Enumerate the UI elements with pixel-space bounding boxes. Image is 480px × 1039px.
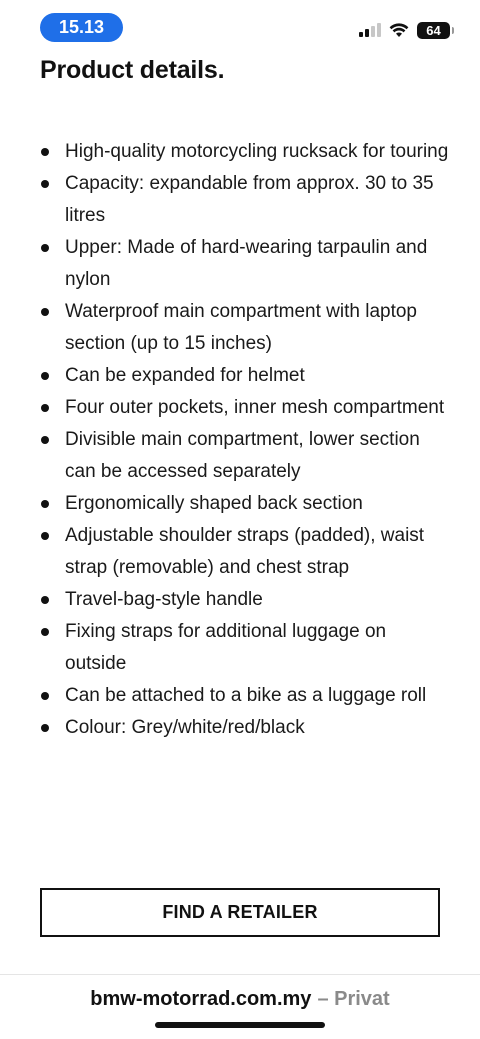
battery-icon: 64 [417, 22, 450, 39]
home-indicator[interactable] [155, 1022, 325, 1028]
address-bar[interactable] [0, 984, 480, 1014]
address-domain[interactable]: bmw-motorrad.com.my [90, 987, 312, 1010]
list-item: Adjustable shoulder straps (padded), waist strap (removable) and chest strap [40, 520, 450, 584]
list-item: High-quality motorcycling rucksack for touring [40, 136, 450, 168]
list-item: Colour: Grey/white/red/black [40, 712, 450, 744]
cellular-signal-icon [359, 23, 381, 37]
list-item: Four outer pockets, inner mesh compartment [40, 392, 450, 424]
wifi-icon [389, 23, 409, 38]
list-item: Travel-bag-style handle [40, 584, 450, 616]
list-item: Fixing straps for additional luggage on outside [40, 616, 450, 680]
list-item: Capacity: expandable from approx. 30 to 35 litres [40, 168, 450, 232]
list-item: Can be attached to a bike as a luggage roll [40, 680, 450, 712]
list-item: Upper: Made of hard-wearing tarpaulin and nylon [40, 232, 450, 296]
list-item: Waterproof main compartment with laptop section (up to 15 inches) [40, 296, 450, 360]
address-privacy-label: – Privat [317, 987, 390, 1010]
page-title: Product details. [40, 56, 225, 84]
list-item: Can be expanded for helmet [40, 360, 450, 392]
list-item: Divisible main compartment, lower section can be accessed separately [40, 424, 450, 488]
find-retailer-button[interactable]: FIND A RETAILER [40, 888, 440, 937]
address-bar-divider [0, 974, 480, 975]
status-time[interactable]: 15.13 [40, 13, 123, 42]
status-bar [0, 0, 480, 52]
status-icons [359, 20, 450, 40]
product-details-list [40, 136, 450, 744]
list-item: Ergonomically shaped back section [40, 488, 450, 520]
